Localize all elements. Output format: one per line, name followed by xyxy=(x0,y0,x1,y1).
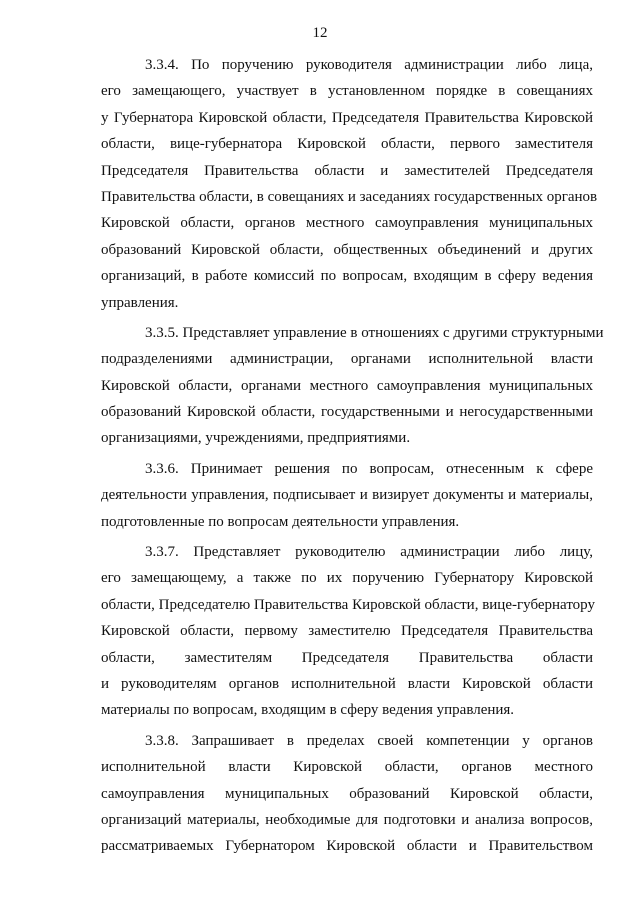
text-line: управления. xyxy=(101,294,179,311)
text-line: Кировской области, первому заместителю Председателя Правительства xyxy=(101,623,593,640)
text-line: Правительства области, в совещаниях и заседаниях государственных органов xyxy=(101,188,598,205)
text-line: подготовленные по вопросам деятельности управления. xyxy=(101,513,460,530)
paragraph-3-3-5 xyxy=(101,320,604,452)
text-line: образований Кировской области, общественных объединений и других xyxy=(101,241,593,258)
text-line: 3.3.4. По поручению руководителя администрации либо лица, xyxy=(145,57,593,73)
text-line: исполнительной власти Кировской области, органов местного xyxy=(101,759,593,776)
text-line: материалы по вопросам, входящим в сферу ведения управления. xyxy=(101,702,515,719)
text-line: самоуправления муниципальных образований Кировской области, xyxy=(101,785,593,802)
text-line: 3.3.7. Представляет руководителю администрации либо лицу, xyxy=(145,544,593,561)
text-line: его замещающего, участвует в установленном порядке в совещаниях xyxy=(101,83,593,100)
text-line: его замещающему, а также по их поручению Губернатору Кировской xyxy=(101,570,593,587)
text-line: Кировской области, органами местного самоуправления муниципальных xyxy=(101,377,593,394)
text-line: области, вице-губернатора Кировской области, первого заместителя xyxy=(101,136,593,153)
paragraph-3-3-6 xyxy=(101,456,593,535)
text-line: у Губернатора Кировской области, Председателя Правительства Кировской xyxy=(101,109,593,126)
paragraph-3-3-4 xyxy=(101,52,598,316)
text-line: организациями, учреждениями, предприятиями. xyxy=(101,430,411,447)
text-line: 3.3.6. Принимает решения по вопросам, отнесенным к сфере xyxy=(145,460,593,477)
text-line: Председателя Правительства области и заместителей Председателя xyxy=(101,162,593,179)
text-line: области, Председателю Правительства Кировской области, вице-губернатору xyxy=(101,596,595,613)
text-line: организаций материалы, необходимые для подготовки и анализа вопросов, xyxy=(101,811,593,828)
text-line: деятельности управления, подписывает и визирует документы и материалы, xyxy=(101,487,593,504)
text-line: и руководителям органов исполнительной власти Кировской области xyxy=(101,675,593,692)
text-line: подразделениями администрации, органами исполнительной власти xyxy=(101,351,593,368)
page-number: 12 xyxy=(312,25,328,41)
text-line: 3.3.8. Запрашивает в пределах своей компетенции у органов xyxy=(145,732,593,749)
paragraph-3-3-8 xyxy=(101,728,593,860)
text-line: Кировской области, органов местного самоуправления муниципальных xyxy=(101,215,593,232)
paragraph-3-3-7 xyxy=(101,539,593,724)
text-line: образований Кировской области, государственными и негосударственными xyxy=(101,404,593,421)
text-line: 3.3.5. Представляет управление в отношениях с другими структурными xyxy=(145,324,604,341)
text-line: организаций, в работе комиссий по вопросам, входящим в сферу ведения xyxy=(101,268,593,285)
text-line: области, заместителям Председателя Правительства области xyxy=(101,649,593,666)
text-line: рассматриваемых Губернатором Кировской области и Правительством xyxy=(101,838,593,855)
document-body xyxy=(101,52,604,864)
